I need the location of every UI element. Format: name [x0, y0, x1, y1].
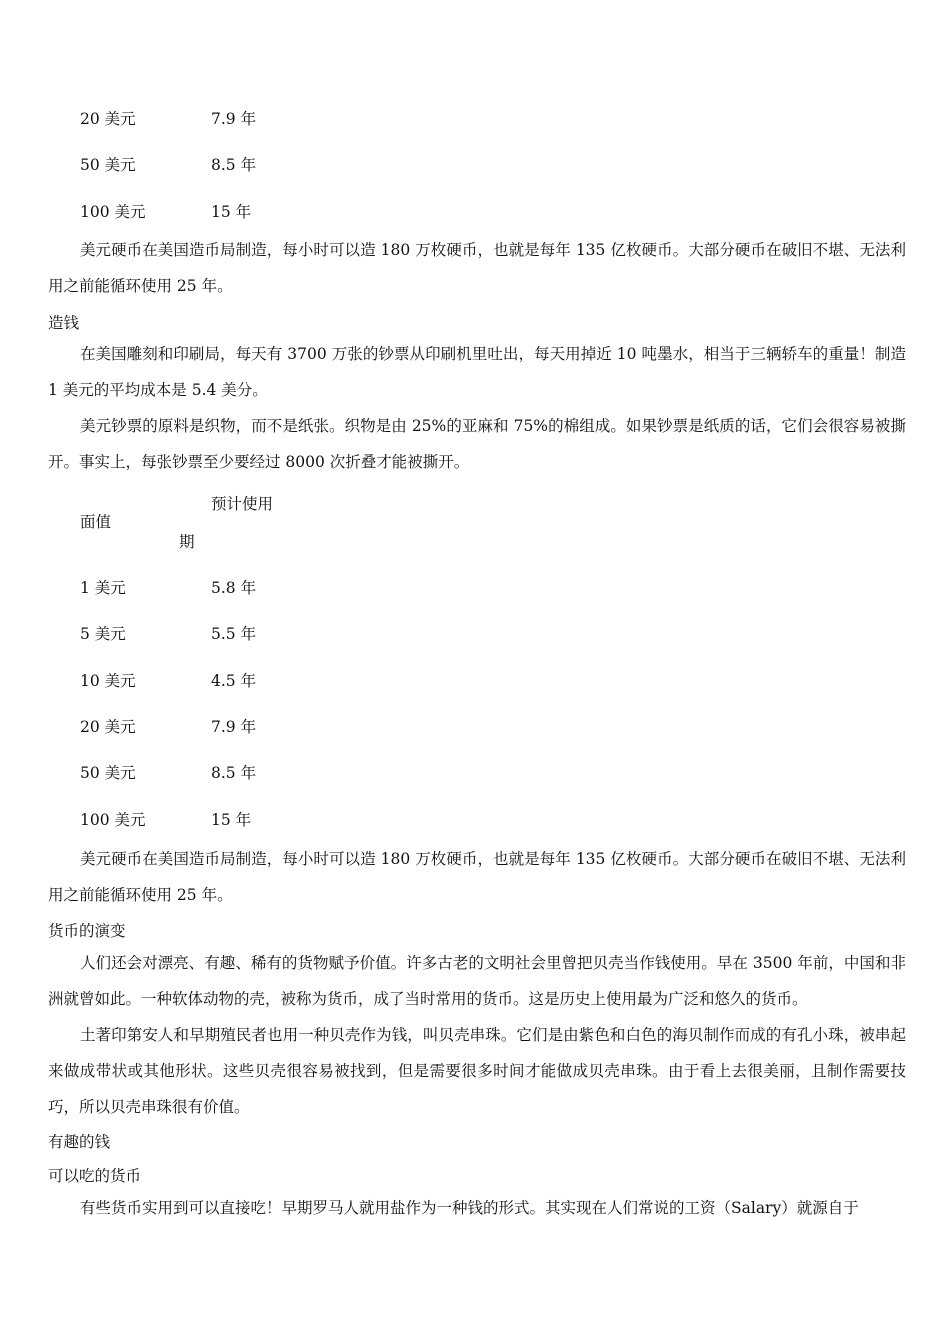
table-row-denom: 20 美元 [80, 718, 136, 736]
table-row-life: 5.5 年 [211, 625, 257, 643]
paragraph-coins-2: 美元硬币在美国造币局制造，每小时可以造 180 万枚硬币，也就是每年 135 亿枚硬币。大部分硬币在破旧不堪、无法利用之前能循环使用 25 年。 [48, 850, 906, 904]
table-top-life: 15 年 [211, 203, 252, 221]
table-row-denom: 100 美元 [80, 811, 146, 829]
table-row-life: 5.8 年 [211, 579, 257, 597]
table-row-life: 7.9 年 [211, 718, 257, 736]
table-row-denom: 50 美元 [80, 764, 136, 782]
table-row-denom: 5 美元 [80, 625, 126, 643]
table-header-denom: 面值 [80, 513, 112, 531]
heading-edible-money: 可以吃的货币 [48, 1167, 142, 1185]
heading-fun-money: 有趣的钱 [48, 1133, 111, 1151]
table-row-denom: 10 美元 [80, 672, 136, 690]
paragraph-material: 美元钞票的原料是织物，而不是纸张。织物是由 25%的亚麻和 75%的棉组成。如果钞票是纸质的话，它们会很容易被撕开。事实上，每张钞票至少要经过 8000 次折叠才能被撕开。 [48, 417, 906, 471]
table-header-life-cont: 期 [179, 533, 195, 551]
table-top-life: 7.9 年 [211, 110, 257, 128]
table-top-denom: 100 美元 [80, 203, 146, 221]
heading-zaoqian: 造钱 [48, 314, 80, 332]
table-row-denom: 1 美元 [80, 579, 126, 597]
table-top-life: 8.5 年 [211, 156, 257, 174]
heading-evolution: 货币的演变 [48, 922, 126, 940]
paragraph-salt: 有些货币实用到可以直接吃！早期罗马人就用盐作为一种钱的形式。其实现在人们常说的工资（Salary）就源自于 [80, 1199, 859, 1217]
table-row-life: 4.5 年 [211, 672, 257, 690]
paragraph-printing: 在美国雕刻和印刷局，每天有 3700 万张的钞票从印刷机里吐出，每天用掉近 10 吨墨水，相当于三辆轿车的重量！制造 1 美元的平均成本是 5.4 美分。 [48, 345, 906, 399]
table-top-denom: 50 美元 [80, 156, 136, 174]
paragraph-shells: 人们还会对漂亮、有趣、稀有的货物赋予价值。许多古老的文明社会里曾把贝壳当作钱使用。早在 3500 年前，中国和非洲就曾如此。一种软体动物的壳，被称为货币，成了当时常用的货币。这是历史上使用最为广泛和悠久的货币。 [48, 954, 906, 1008]
table-header-life: 预计使用 [211, 495, 274, 513]
paragraph-wampum: 土著印第安人和早期殖民者也用一种贝壳作为钱，叫贝壳串珠。它们是由紫色和白色的海贝制作而成的有孔小珠，被串起来做成带状或其他形状。这些贝壳很容易被找到，但是需要很多时间才能做成贝壳串珠。由于看上去很美丽，且制作需要技巧，所以贝壳串珠很有价值。 [48, 1026, 906, 1116]
paragraph-coins-1: 美元硬币在美国造币局制造，每小时可以造 180 万枚硬币，也就是每年 135 亿枚硬币。大部分硬币在破旧不堪、无法利用之前能循环使用 25 年。 [48, 241, 906, 295]
table-top-denom: 20 美元 [80, 110, 136, 128]
table-row-life: 8.5 年 [211, 764, 257, 782]
table-row-life: 15 年 [211, 811, 252, 829]
